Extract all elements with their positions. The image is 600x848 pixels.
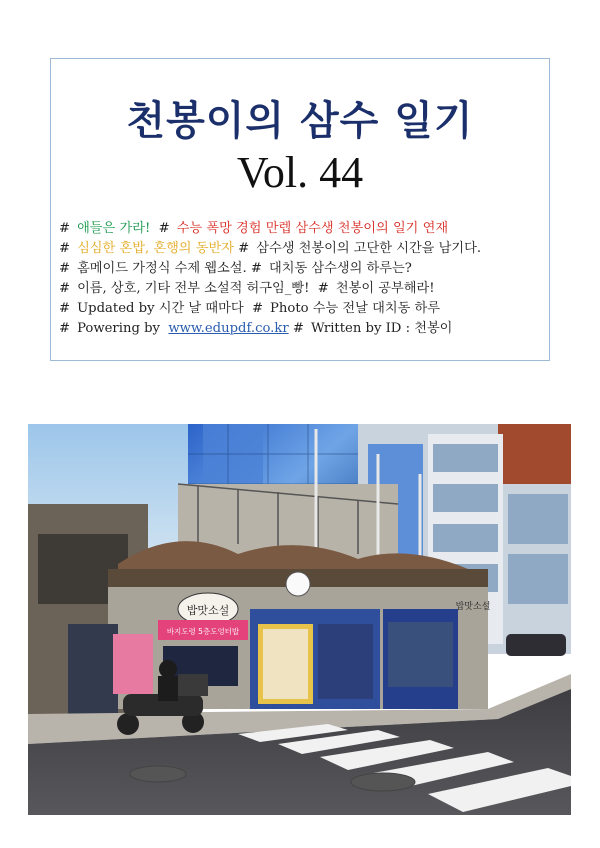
tag-line bbox=[59, 279, 549, 299]
tag-text: 천봉이 공부해라! bbox=[335, 281, 435, 296]
hash-mark: # bbox=[59, 221, 71, 236]
shop-banner: 바지도령 5층도엉터밥 bbox=[166, 627, 240, 636]
hash-mark: # bbox=[59, 321, 71, 336]
shop-sign-left: 밥맛소설 bbox=[186, 604, 230, 617]
hash-mark: # bbox=[250, 261, 262, 276]
tag-line bbox=[59, 319, 549, 339]
hash-mark: # bbox=[317, 281, 329, 296]
hash-mark: # bbox=[238, 241, 250, 256]
hash-mark: # bbox=[59, 281, 71, 296]
hash-mark: # bbox=[59, 261, 71, 276]
hash-mark: # bbox=[251, 301, 264, 316]
street-corner-photo bbox=[28, 424, 571, 815]
tag-text: Updated by 시간 날 때마다 bbox=[77, 301, 244, 316]
tag-text: 이름, 상호, 기타 전부 소설적 허구임_빵! bbox=[77, 281, 310, 296]
tag-text: Photo 수능 전날 대치동 하루 bbox=[270, 301, 440, 316]
tag-text: 대치동 삼수생의 하루는? bbox=[268, 261, 412, 276]
powering-label: Powering by bbox=[77, 321, 160, 336]
hash-mark: # bbox=[59, 301, 71, 316]
hashtag-block bbox=[59, 219, 549, 339]
tag-line bbox=[59, 299, 549, 319]
shop-sign-right: 밥맛소설 bbox=[455, 602, 491, 612]
tag-line bbox=[59, 219, 549, 239]
site-link[interactable]: www.edupdf.co.kr bbox=[168, 321, 289, 336]
author-label: Written by ID : 천봉이 bbox=[310, 321, 453, 336]
tag-text: 홈메이드 가정식 수제 웹소설. bbox=[77, 261, 247, 276]
tag-text: 심심한 혼밥, 혼행의 동반자 bbox=[77, 241, 234, 256]
photo-illustration bbox=[28, 424, 571, 815]
hash-mark: # bbox=[59, 241, 71, 256]
hash-mark: # bbox=[158, 221, 170, 236]
tag-line bbox=[59, 259, 549, 279]
hash-mark: # bbox=[292, 321, 304, 336]
tag-text: 삼수생 천봉이의 고단한 시간을 남기다. bbox=[256, 241, 482, 256]
page-title: 천봉이의 삼수 일기 bbox=[126, 97, 474, 144]
tag-line bbox=[59, 239, 549, 259]
tag-text: 애들은 가라! bbox=[77, 221, 151, 236]
tag-text: 수능 폭망 경험 만렙 삼수생 천봉이의 일기 연재 bbox=[176, 221, 449, 236]
cover-frame bbox=[50, 58, 550, 361]
volume-number: Vol. 44 bbox=[236, 148, 364, 197]
